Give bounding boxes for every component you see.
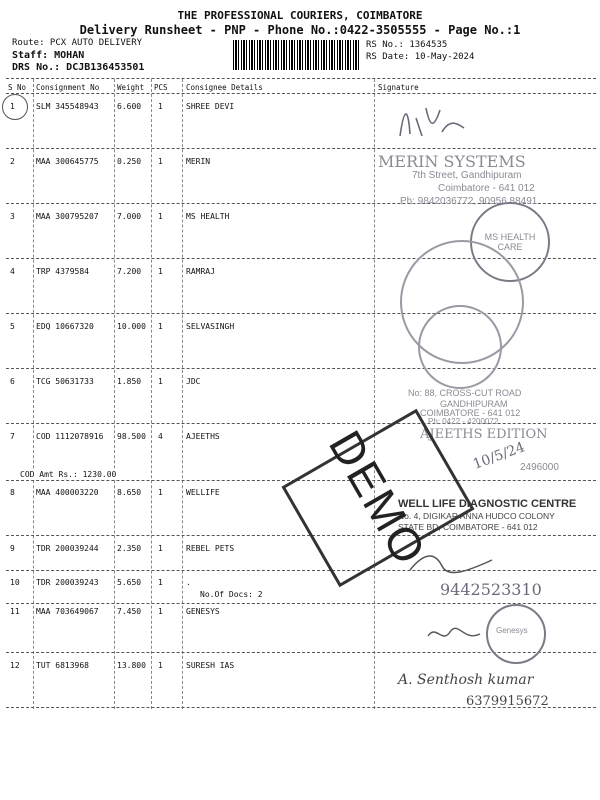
row-consignee: WELLIFE [186, 488, 220, 497]
signature-name: A. Senthosh kumar [398, 672, 534, 688]
row-pcs: 1 [158, 607, 163, 616]
row-consignment: TCG 50631733 [36, 377, 94, 386]
row-consignment: TDR 200039243 [36, 578, 99, 587]
row-consignment: MAA 400003220 [36, 488, 99, 497]
row-weight: 1.850 [117, 377, 142, 386]
row-consignee: . [186, 578, 191, 587]
row-pcs: 1 [158, 544, 163, 553]
row-consignment: SLM 345548943 [36, 102, 99, 111]
runsheet-title: Delivery Runsheet - PNP - Phone No.:0422-3505555 - Page No.:1 [79, 23, 521, 37]
row-weight: 10.000 [117, 322, 146, 331]
stamp-jdc-area: GANDHIPURAM [440, 399, 508, 409]
row-consignee: REBEL PETS [186, 544, 235, 553]
stamp-wellife-address: No. 4, DIGIKAR ANNA HUDCO COLONY [398, 511, 555, 521]
barcode-image [233, 40, 361, 70]
ms-health-label: MS HEALTH CARE [484, 232, 536, 252]
row-consignee: AJEETHS [186, 432, 220, 441]
row-weight: 6.600 [117, 102, 142, 111]
drs-number: DRS No.: DCJB136453501 [12, 62, 145, 73]
stamp-jdc-city: COIMBATORE - 641 012 [420, 408, 521, 418]
signature-scribble [424, 622, 484, 646]
row-consignment: MAA 300645775 [36, 157, 99, 166]
row-weight: 2.350 [117, 544, 142, 553]
row-sno: 12 [10, 661, 20, 670]
row-sno: 10 [10, 578, 20, 587]
col-pcs: PCS [154, 83, 168, 92]
row-sno: 2 [10, 157, 15, 166]
row-consignment: EDQ 10667320 [36, 322, 94, 331]
doc-count: No.Of Docs: 2 [200, 590, 263, 599]
signature-phone: 9442523310 [440, 580, 542, 599]
col-weight: Weight [117, 83, 145, 92]
row-consignee: RAMRAJ [186, 267, 215, 276]
row-rule [6, 148, 596, 149]
row-sno: 1 [10, 102, 15, 111]
row-weight: 8.650 [117, 488, 142, 497]
row-weight: 7.200 [117, 267, 142, 276]
row-pcs: 1 [158, 212, 163, 221]
col-divider [151, 79, 152, 709]
col-consignment: Consignment No [36, 83, 100, 92]
row-sno: 6 [10, 377, 15, 386]
col-signature: Signature [378, 83, 419, 92]
row-sno: 9 [10, 544, 15, 553]
row-sno: 3 [10, 212, 15, 221]
header-top-rule [6, 78, 596, 79]
signature-scribble [406, 546, 496, 576]
genesys-stamp [486, 604, 546, 664]
row-pcs: 1 [158, 578, 163, 587]
col-consignee: Consignee Details [186, 83, 263, 92]
row-pcs: 1 [158, 488, 163, 497]
row-consignment: MAA 703649067 [36, 607, 99, 616]
row-pcs: 4 [158, 432, 163, 441]
row-weight: 98.500 [117, 432, 146, 441]
cod-amount: COD Amt Rs.: 1230.00 [20, 470, 117, 479]
stamp-merin-street: 7th Street, Gandhipuram [412, 170, 522, 181]
stamp-wellife-city: STATE BD, COIMBATORE - 641 012 [398, 522, 538, 532]
row-pcs: 1 [158, 377, 163, 386]
row-weight: 0.250 [117, 157, 142, 166]
rs-date: RS Date: 10-May-2024 [366, 52, 475, 62]
row-rule [6, 423, 596, 424]
row-pcs: 1 [158, 102, 163, 111]
col-sno: S No [8, 83, 27, 92]
row-consignee: JDC [186, 377, 201, 386]
rs-number: RS No.: 1364535 [366, 40, 448, 50]
row-rule [6, 570, 596, 571]
row-consignment: TRP 4379584 [36, 267, 89, 276]
row-sno: 7 [10, 432, 15, 441]
stamp-jdc-road: No: 88, CROSS-CUT ROAD [408, 388, 522, 398]
demo-stamp-text: DEMO [318, 421, 438, 575]
signature-date: 10/5/24 [470, 439, 528, 473]
row-consignee: GENESYS [186, 607, 220, 616]
route-label: Route: PCX AUTO DELIVERY [12, 38, 143, 48]
stamp-merin-city: Coimbatore - 641 012 [438, 183, 535, 194]
row-pcs: 1 [158, 661, 163, 670]
signature-scribble [390, 98, 470, 144]
stamp-merin-name: MERIN SYSTEMS [378, 152, 526, 171]
row-rule [6, 368, 596, 369]
round-seal-stamp-small [418, 305, 502, 389]
row-rule [6, 535, 596, 536]
stamp-merin-phone: Ph: 9842036772, 90956 88491 [400, 196, 538, 207]
col-divider [182, 79, 183, 709]
row-sno: 8 [10, 488, 15, 497]
col-divider [114, 79, 115, 709]
row-consignment: COD 1112078916 [36, 432, 104, 441]
stamp-jdc-phone: Ph: 0422 - 4200072 [428, 417, 499, 426]
row-consignee: SHREE DEVI [186, 102, 235, 111]
row-consignee: MS HEALTH [186, 212, 230, 221]
row-weight: 5.650 [117, 578, 142, 587]
row-consignee: SELVASINGH [186, 322, 235, 331]
row-rule [6, 603, 596, 604]
stamp-ajeeths-phone: 2496000 [520, 462, 559, 473]
staff-label: Staff: MOHAN [12, 50, 85, 61]
circled-row-mark [2, 94, 28, 120]
row-consignment: MAA 300795207 [36, 212, 99, 221]
header-bottom-rule [6, 93, 596, 94]
row-weight: 13.800 [117, 661, 146, 670]
row-consignee: MERIN [186, 157, 211, 166]
row-pcs: 1 [158, 157, 163, 166]
signature-phone: 6379915672 [466, 694, 549, 709]
row-consignment: TDR 200039244 [36, 544, 99, 553]
row-weight: 7.450 [117, 607, 142, 616]
row-consignee: SURESH IAS [186, 661, 235, 670]
stamp-ajeeths: AJEETHS EDITION [420, 427, 548, 442]
company-name: THE PROFESSIONAL COURIERS, COIMBATORE [177, 9, 423, 22]
stamp-wellife-name: WELL LIFE DIAGNOSTIC CENTRE [398, 498, 577, 510]
row-sno: 4 [10, 267, 15, 276]
row-pcs: 1 [158, 267, 163, 276]
row-pcs: 1 [158, 322, 163, 331]
col-divider [374, 79, 375, 709]
row-consignment: TUT 6813968 [36, 661, 89, 670]
row-sno: 11 [10, 607, 20, 616]
row-weight: 7.000 [117, 212, 142, 221]
col-divider [33, 79, 34, 709]
row-sno: 5 [10, 322, 15, 331]
genesys-label: Genesys [496, 626, 528, 635]
